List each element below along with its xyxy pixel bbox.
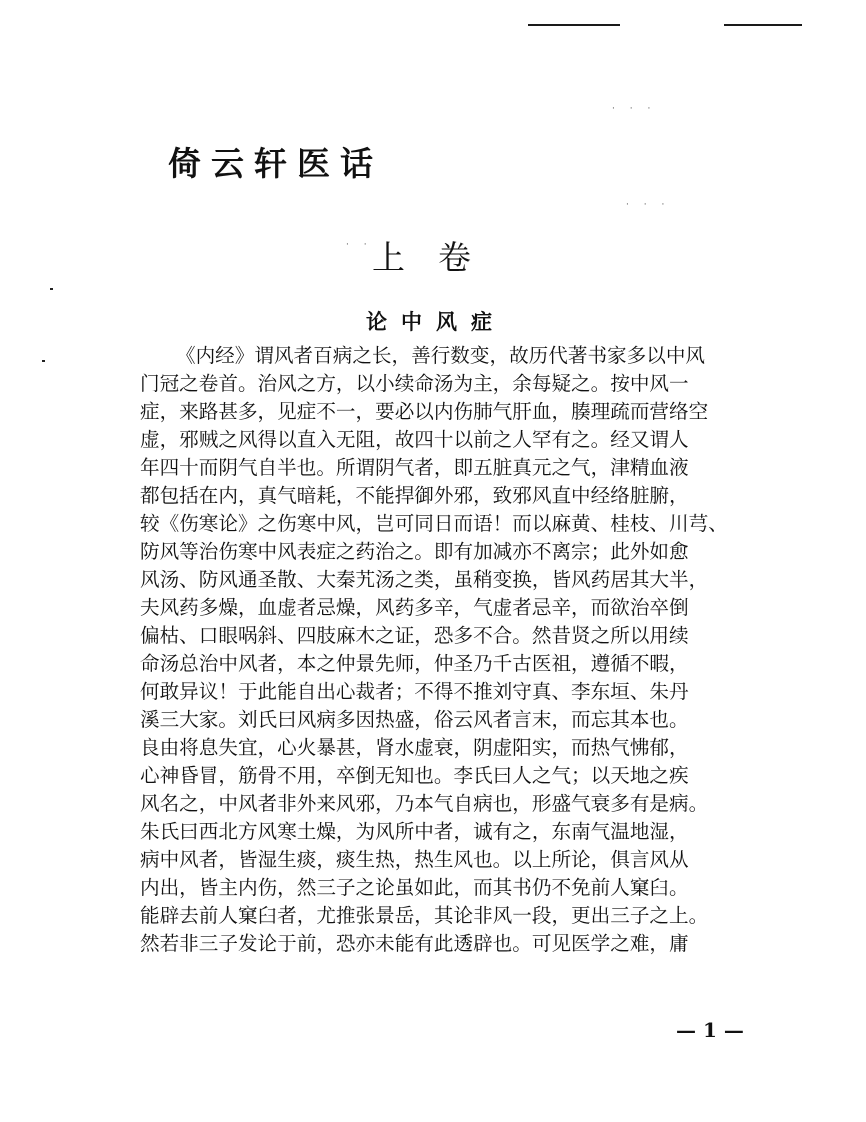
volume-title: 上 卷 xyxy=(372,238,471,277)
header-rule-right xyxy=(724,24,802,26)
scan-speck xyxy=(50,288,53,290)
book-title: 倚云轩医话 xyxy=(168,144,383,183)
text-line: 能辟去前人窠臼者，尤推张景岳，其论非风一段，更出三子之上。 xyxy=(140,904,709,927)
text-line: 何敢异议！于此能自出心裁者；不得不推刘守真、李东垣、朱丹 xyxy=(140,680,689,703)
text-line: 良由将息失宜，心火暴甚，肾水虚衰，阴虚阳实，而热气怫郁， xyxy=(140,736,689,759)
scan-specks: · · · xyxy=(612,104,657,114)
scan-specks: · · xyxy=(346,240,373,250)
text-line: 症，来路甚多，见症不一，要必以内伤肺气肝血，腠理疏而营络空 xyxy=(140,400,709,423)
text-line: 心神昏冒，筋骨不用，卒倒无知也。李氏曰人之气；以天地之疾 xyxy=(140,764,689,787)
text-line: 溪三大家。刘氏曰风病多因热盛，俗云风者言末，而忘其本也。 xyxy=(140,708,689,731)
body-text xyxy=(140,342,760,958)
section-title: 论中风症 xyxy=(366,309,506,334)
text-line: 年四十而阴气自半也。所谓阴气者，即五脏真元之气，津精血液 xyxy=(140,456,689,479)
scan-speck xyxy=(42,360,45,362)
text-line: 《内经》谓风者百病之长，善行数变，故历代著书家多以中风 xyxy=(176,344,706,367)
header-rule-left xyxy=(528,24,620,26)
text-line: 内出，皆主内伤，然三子之论虽如此，而其书仍不免前人窠臼。 xyxy=(140,876,689,899)
text-line: 病中风者，皆湿生痰，痰生热，热生风也。以上所论，俱言风从 xyxy=(140,848,689,871)
text-line: 都包括在内，真气暗耗，不能捍御外邪，致邪风直中经络脏腑， xyxy=(140,484,689,507)
text-line: 风名之，中风者非外来风邪，乃本气自病也，形盛气衰多有是病。 xyxy=(140,792,709,815)
text-line: 朱氏曰西北方风寒土燥，为风所中者，诚有之，东南气温地湿， xyxy=(140,820,689,843)
text-line: 较《伤寒论》之伤寒中风，岂可同日而语！而以麻黄、桂枝、川芎、 xyxy=(140,512,728,535)
scan-specks: · · · xyxy=(626,200,671,210)
text-line: 偏枯、口眼㖞斜、四肢麻木之证，恐多不合。然昔贤之所以用续 xyxy=(140,624,689,647)
text-line: 然若非三子发论于前，恐亦未能有此透辟也。可见医学之难，庸 xyxy=(140,932,689,955)
text-line: 命汤总治中风者，本之仲景先师，仲圣乃千古医祖，遵循不暇， xyxy=(140,652,689,675)
text-line: 夫风药多燥，血虚者忌燥，风药多辛，气虚者忌辛，而欲治卒倒 xyxy=(140,596,689,619)
text-line: 门冠之卷首。治风之方，以小续命汤为主，余每疑之。按中风一 xyxy=(140,372,689,395)
page-number: — 1 — xyxy=(676,1018,744,1042)
text-line: 防风等治伤寒中风表症之药治之。即有加减亦不离宗；此外如愈 xyxy=(140,540,689,563)
text-line: 虚，邪贼之风得以直入无阻，故四十以前之人罕有之。经又谓人 xyxy=(140,428,689,451)
text-line: 风汤、防风通圣散、大秦艽汤之类，虽稍变换，皆风药居其大半， xyxy=(140,568,709,591)
